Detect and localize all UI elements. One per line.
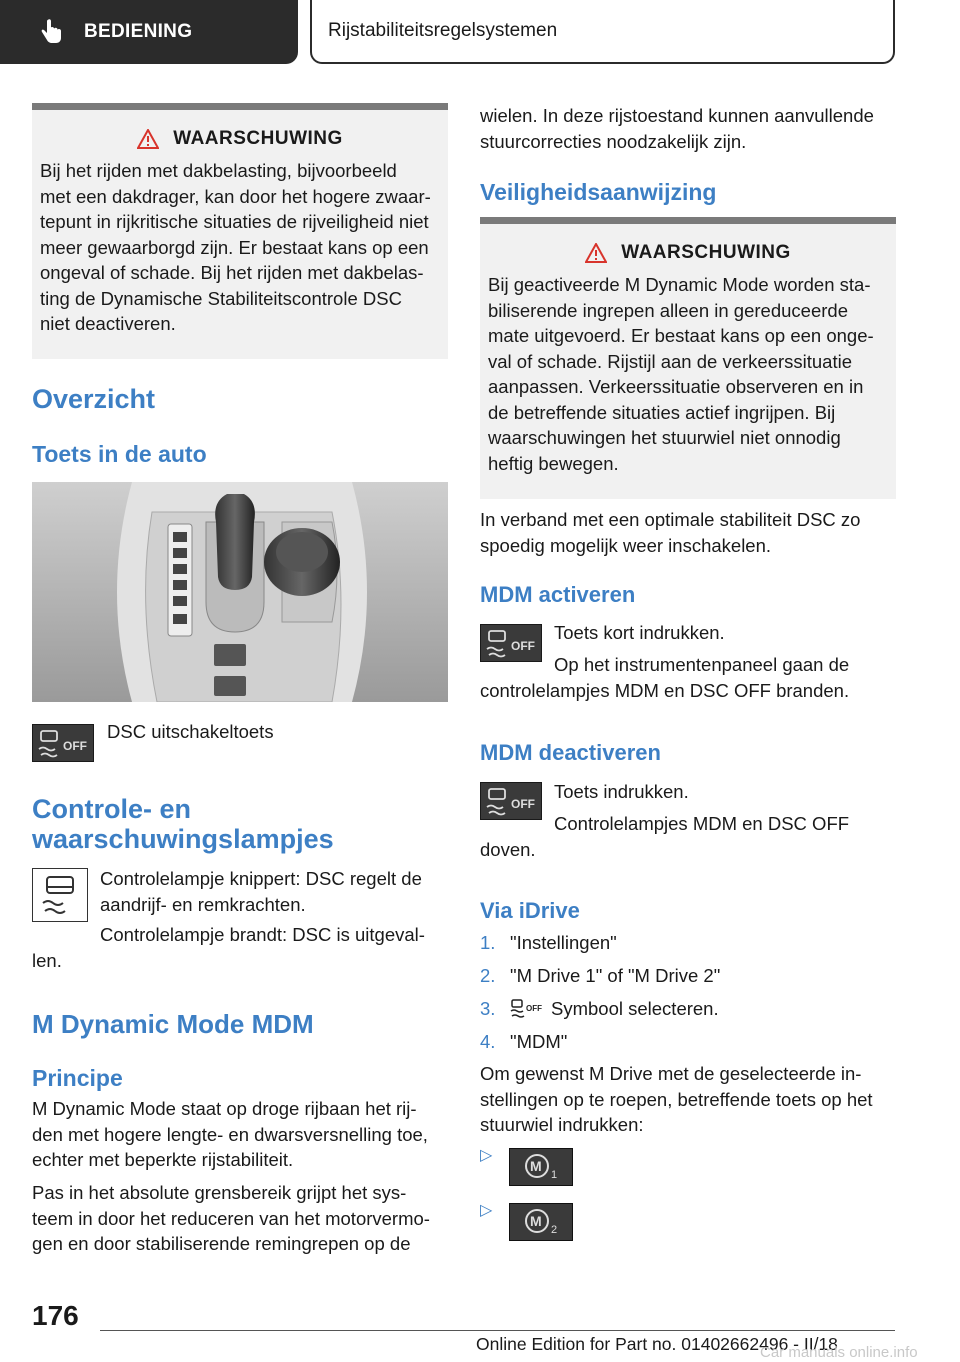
svg-text:OFF: OFF bbox=[511, 797, 535, 811]
m1-button-image bbox=[509, 1148, 573, 1186]
svg-text:M: M bbox=[530, 1158, 542, 1174]
activeren-line-1: Toets kort indrukken. bbox=[554, 622, 725, 643]
warning-box-mdm bbox=[480, 217, 896, 499]
deactiveren-line-3: doven. bbox=[480, 839, 536, 860]
continued-text: wielen. In deze rijstoestand kunnen aanvullende stuurcorrecties noodzakelijk zijn. bbox=[480, 105, 874, 152]
warning-text: Bij het rijden met dakbelasting, bijvoorbeeld met een dakdrager, kan door het hogere zwaar- tepunt in rijkritische situaties de rijveiligheid niet meer gewaarborgd zijn. Er bestaat kans op een ongeval of schade. Bij het rijden met dakbelas- ting de Dynamische Stabiliteitscontrole DSC niet deactiveren. bbox=[40, 160, 431, 334]
dsc-caption: DSC uitschakeltoets bbox=[107, 721, 274, 742]
gewenst-text: Om gewenst M Drive met de geselecteerde in- stellingen op te roepen, betreffende toets op het stuurwiel indrukken: bbox=[480, 1063, 873, 1135]
deactiveren-line-1: Toets indrukken. bbox=[554, 781, 689, 802]
dsc-off-icon bbox=[481, 783, 541, 819]
principe-text: M Dynamic Mode staat op droge rijbaan het rij- den met hogere lengte- en dwarsversnelling toe, echter met beperkte rijstabiliteit. bbox=[32, 1098, 428, 1170]
m2-icon bbox=[510, 1204, 572, 1240]
dsc-off-icon bbox=[481, 625, 541, 661]
list-item: 1. "Instellingen" bbox=[480, 932, 617, 953]
heading-veiligheid: Veiligheidsaanwijzing bbox=[480, 179, 717, 205]
svg-text:2: 2 bbox=[551, 1224, 558, 1236]
svg-text:M: M bbox=[530, 1213, 542, 1229]
center-console-illustration bbox=[32, 482, 448, 702]
dsc-off-button-image bbox=[480, 624, 542, 662]
dsc-off-icon bbox=[33, 725, 93, 761]
warning-title: WAARSCHUWING bbox=[173, 128, 343, 149]
page-number: 176 bbox=[32, 1300, 79, 1331]
heading-toets-in-de-auto: Toets in de auto bbox=[32, 441, 207, 467]
svg-text:OFF: OFF bbox=[511, 639, 535, 653]
warning-box-roof-load bbox=[32, 103, 448, 359]
deactiveren-line-2: Controlelampjes MDM en DSC OFF bbox=[554, 813, 850, 834]
controle-line-1: Controlelampje knippert: DSC regelt de bbox=[100, 868, 422, 889]
controle-line-3: Controlelampje brandt: DSC is uitgeval- bbox=[100, 924, 425, 945]
heading-mdm-activeren: MDM activeren bbox=[480, 582, 636, 607]
activeren-line-3: controlelampjes MDM en DSC OFF branden. bbox=[480, 680, 850, 701]
warning-title: WAARSCHUWING bbox=[621, 242, 791, 263]
heading-controle: Controle- en waarschuwingslampjes bbox=[32, 794, 334, 854]
list-item: 4. "MDM" bbox=[480, 1031, 568, 1052]
m1-icon bbox=[510, 1149, 572, 1185]
heading-via-idrive: Via iDrive bbox=[480, 898, 580, 923]
controle-line-4: len. bbox=[32, 950, 62, 971]
dsc-off-symbol-icon bbox=[510, 998, 544, 1018]
svg-text:OFF: OFF bbox=[63, 739, 87, 753]
section-tab[interactable] bbox=[0, 0, 298, 64]
bullet-marker: ▷ bbox=[480, 1147, 493, 1164]
controle-line-2: aandrijf- en remkrachten. bbox=[100, 894, 306, 915]
warning-triangle-icon bbox=[137, 129, 159, 149]
heading-overzicht: Overzicht bbox=[32, 384, 156, 414]
warning-triangle-icon bbox=[585, 243, 607, 263]
bullet-marker: ▷ bbox=[480, 1202, 493, 1219]
svg-text:1: 1 bbox=[551, 1169, 558, 1181]
hand-pointer-icon bbox=[40, 19, 62, 45]
watermark: Car manuals online.info bbox=[760, 1344, 918, 1361]
warning-text: Bij geactiveerde M Dynamic Mode worden sta- biliserende ingrepen alleen in gereduceerde mate uitgevoerd. Er bestaat kans op een onge- val of schade. Rijstijl aan de verkeerssituatie aanpassen. Verkeerssituatie observeren en in de betreffende situaties actief ingrijpen. Bij waarschuwingen het stuurwiel niet onnodig heftig bewegen. bbox=[488, 274, 874, 474]
heading-mdm: M Dynamic Mode MDM bbox=[32, 1009, 314, 1039]
dsc-off-button-image bbox=[480, 782, 542, 820]
footer-divider bbox=[100, 1330, 895, 1331]
chapter-tab[interactable] bbox=[310, 0, 895, 64]
svg-text:OFF: OFF bbox=[526, 1004, 542, 1013]
list-item: 3. OFF Symbool selecteren. bbox=[480, 998, 719, 1019]
activeren-line-2: Op het instrumentenpaneel gaan de bbox=[554, 654, 850, 675]
dsc-indicator-lamp-image bbox=[32, 868, 88, 922]
heading-mdm-deactiveren: MDM deactiveren bbox=[480, 740, 661, 765]
heading-principe: Principe bbox=[32, 1065, 123, 1091]
list-item: 2. "M Drive 1" of "M Drive 2" bbox=[480, 965, 721, 986]
dsc-indicator-icon bbox=[33, 869, 87, 921]
m2-button-image bbox=[509, 1203, 573, 1241]
dsc-off-button-image bbox=[32, 724, 94, 762]
section-tab-label: BEDIENING bbox=[84, 21, 193, 42]
verband-text: In verband met een optimale stabiliteit DSC zo spoedig mogelijk weer inschakelen. bbox=[480, 509, 861, 556]
chapter-title: Rijstabiliteitsregelsystemen bbox=[328, 20, 558, 41]
pas-text: Pas in het absolute grensbereik grijpt het sys- teem in door het reduceren van het motorvermo- gen en door stabiliserende remingrepen op de bbox=[32, 1182, 430, 1254]
edition-text: Online Edition for Part no. 01402662496 - II/18 bbox=[476, 1334, 838, 1354]
